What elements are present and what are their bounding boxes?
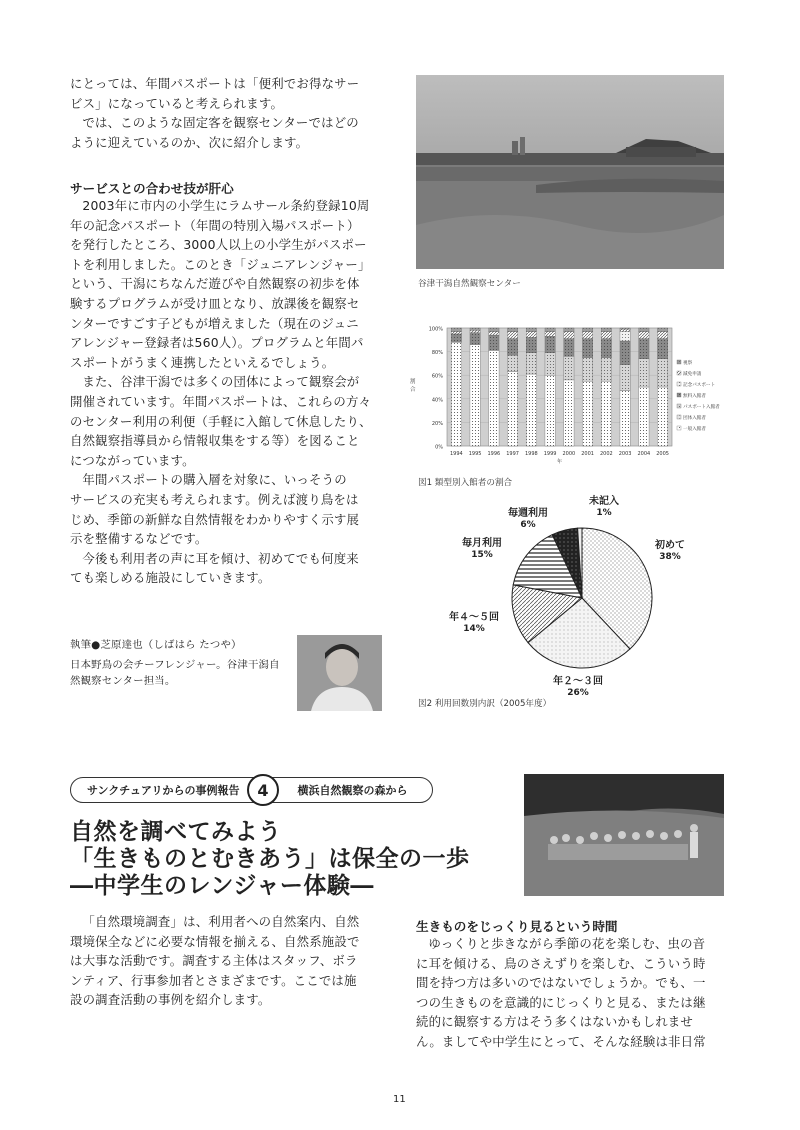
bar-segment bbox=[470, 328, 480, 330]
legend-label: 団体入館者 bbox=[683, 416, 706, 421]
legend-swatch bbox=[677, 382, 681, 386]
tidal-flat-photo bbox=[416, 75, 724, 269]
pie-percent: 15% bbox=[471, 550, 493, 560]
bar-segment bbox=[507, 372, 517, 446]
body-line: 今後も利用者の声に耳を傾け、初めてでも何度来 bbox=[82, 550, 359, 566]
x-tick-label: 1999 bbox=[543, 451, 557, 457]
bar-segment bbox=[526, 353, 536, 374]
bar-segment bbox=[620, 329, 630, 331]
bar-segment bbox=[489, 335, 499, 350]
intro-line: にとっては、年間パスポートは「便利でお得なサー bbox=[70, 76, 360, 91]
body-line: 示を整備するなどです。 bbox=[70, 531, 208, 547]
report-right-line: に耳を傾ける、鳥のさえずりを楽しむ、こういう時 bbox=[416, 955, 706, 971]
bar-segment bbox=[582, 328, 592, 332]
bar-segment bbox=[639, 328, 649, 332]
pie-percent: 26% bbox=[567, 688, 589, 698]
bar-segment bbox=[470, 330, 480, 332]
body-line: ンターですごす子どもが増えました（現在のジュニ bbox=[70, 315, 359, 331]
y-tick-label: 60% bbox=[431, 373, 443, 380]
author-photo-art bbox=[297, 635, 382, 711]
report-right-line: 間を持つ方は多いのではないでしょうか。でも、一 bbox=[416, 975, 706, 991]
section-heading: サービスとの合わせ技が肝心 bbox=[70, 181, 234, 196]
legend-label: 記念パスポート bbox=[683, 383, 716, 388]
legend-label: 視察 bbox=[683, 361, 693, 366]
bar-segment bbox=[489, 332, 499, 336]
body-line: 自然観察指導員から情報収集をする等）を図ること bbox=[70, 433, 360, 449]
fig1-chart bbox=[402, 318, 727, 468]
bar-segment bbox=[657, 359, 667, 387]
pie-percent: 14% bbox=[463, 624, 485, 634]
pie-label: 毎月利用 bbox=[462, 538, 502, 549]
body-line: 開催されています。年間パスポートは、これらの方々 bbox=[70, 393, 372, 409]
report-title-line: 「生きものとむきあう」は保全の一歩 bbox=[70, 845, 470, 872]
bar-segment bbox=[451, 328, 461, 332]
bar-segment bbox=[639, 387, 649, 446]
bar-segment bbox=[657, 328, 667, 332]
report-right-paragraph bbox=[416, 934, 731, 1052]
body-line: ても楽しめる施設にしていきます。 bbox=[70, 570, 271, 586]
y-axis-label: 合 bbox=[410, 387, 416, 393]
bar-segment bbox=[564, 380, 574, 446]
page-number: 11 bbox=[393, 1094, 406, 1105]
bar-segment bbox=[507, 332, 517, 339]
y-tick-label: 0% bbox=[435, 444, 443, 451]
bar-segment bbox=[507, 339, 517, 356]
report-right-line: つの生きものを意識的にじっくりと見る、または継 bbox=[416, 994, 706, 1010]
bar-segment bbox=[526, 332, 536, 338]
report-left-line: 「自然環境調査」は、利用者への自然案内、自然 bbox=[82, 914, 360, 929]
body-paragraphs bbox=[70, 196, 385, 588]
bar-segment bbox=[657, 339, 667, 359]
fig2-svg bbox=[430, 492, 720, 698]
report-right-line: 続的に観察する方はそう多くはないかもしれませ bbox=[416, 1014, 693, 1030]
report-title bbox=[70, 818, 490, 899]
legend-swatch bbox=[677, 371, 681, 375]
bar-segment bbox=[564, 332, 574, 339]
ranger-group-photo bbox=[524, 774, 724, 896]
bar-segment bbox=[601, 332, 611, 339]
y-tick-label: 100% bbox=[428, 326, 443, 333]
x-axis-label: 年 bbox=[556, 459, 563, 465]
intro-line: ように迎えているのか、次に紹介します。 bbox=[70, 134, 309, 150]
body-line: 年の記念パスポート（年間の特別入場パスポート） bbox=[70, 217, 360, 233]
bar-segment bbox=[507, 355, 517, 372]
author-name: 執筆●芝原達也（しばはら たつや） bbox=[70, 639, 242, 651]
x-tick-label: 1994 bbox=[450, 451, 463, 457]
body-line: サービスの充実も考えられます。例えば渡り鳥をは bbox=[70, 491, 359, 507]
bar-segment bbox=[620, 365, 630, 391]
bar-segment bbox=[601, 339, 611, 358]
author-desc: 日本野鳥の会チーフレンジャー。谷津干潟自 bbox=[70, 659, 280, 671]
body-line: トを利用しました。このとき「ジュニアレンジャー」 bbox=[70, 256, 371, 272]
intro-line: では、このような固定客を観察センターではどの bbox=[82, 115, 359, 131]
pie-percent: 6% bbox=[520, 520, 536, 530]
x-tick-label: 1996 bbox=[487, 451, 501, 457]
bar-segment bbox=[545, 336, 555, 353]
y-tick-label: 20% bbox=[431, 420, 443, 427]
author-photo bbox=[297, 635, 382, 711]
bar-segment bbox=[564, 339, 574, 357]
fig1-caption: 図1 類型別入館者の割合 bbox=[418, 478, 513, 488]
body-line: という、干潟にちなんだ遊びや自然観察の初歩を体 bbox=[70, 276, 360, 292]
bar-segment bbox=[639, 332, 649, 339]
tidal-flat-photo-art bbox=[416, 75, 724, 269]
x-tick-label: 2000 bbox=[562, 451, 576, 457]
bar-segment bbox=[564, 328, 574, 332]
author-desc: 然観察センター担当。 bbox=[70, 675, 176, 687]
pie-label: 毎週利用 bbox=[508, 508, 548, 519]
report-right-line: ん。ましてや中学生にとって、そんな経験は非日常 bbox=[416, 1033, 706, 1049]
bar-segment bbox=[620, 341, 630, 365]
bar-segment bbox=[470, 333, 480, 345]
author-info bbox=[70, 637, 290, 689]
bar-segment bbox=[489, 328, 499, 332]
report-left-paragraph bbox=[70, 912, 385, 1010]
bar-segment bbox=[601, 358, 611, 382]
bar-segment bbox=[451, 334, 461, 342]
x-tick-label: 2005 bbox=[656, 451, 669, 457]
bar-segment bbox=[526, 337, 536, 352]
bar-segment bbox=[582, 339, 592, 358]
bar-segment bbox=[470, 345, 480, 446]
body-line: のセンター利用の利便（手軽に入館して休息したり、 bbox=[70, 413, 372, 429]
bar-segment bbox=[582, 381, 592, 446]
bar-segment bbox=[620, 328, 630, 329]
report-left-line: ンティア、行事参加者とさまざまです。ここでは施 bbox=[70, 972, 357, 988]
bar-segment bbox=[545, 375, 555, 446]
pie-percent: 1% bbox=[596, 508, 612, 518]
bar-segment bbox=[507, 328, 517, 332]
bar-segment bbox=[545, 328, 555, 332]
body-line: また、谷津干潟では多くの団体によって観察会が bbox=[82, 374, 360, 390]
body-line: 験するプログラムが受け皿となり、放課後を観察セ bbox=[70, 295, 360, 311]
body-line: 2003年に市内の小学生にラムサール条約登録10周 bbox=[82, 198, 370, 213]
legend-label: 一般入館者 bbox=[683, 427, 706, 432]
legend-swatch bbox=[677, 404, 681, 408]
pie-label: 未記入 bbox=[589, 496, 619, 507]
fig1-svg bbox=[402, 318, 727, 468]
y-tick-label: 40% bbox=[431, 397, 443, 404]
bar-segment bbox=[639, 359, 649, 387]
report-left-line: 設の調査活動の事例を紹介します。 bbox=[70, 992, 271, 1008]
bar-segment bbox=[601, 328, 611, 332]
fig2-caption: 図2 利用回数別内訳（2005年度） bbox=[418, 699, 552, 709]
bar-segment bbox=[526, 374, 536, 446]
body-line: を発行したところ、3000人以上の小学生がパスポー bbox=[70, 237, 367, 253]
fig2-chart bbox=[430, 492, 720, 698]
bar-segment bbox=[601, 381, 611, 446]
plot-area bbox=[447, 328, 672, 446]
bar-segment bbox=[582, 358, 592, 382]
bar-segment bbox=[564, 356, 574, 380]
photo1-caption: 谷津干潟自然観察センター bbox=[418, 279, 521, 289]
body-line: じめ、季節の新鮮な自然情報をわかりやすく示す展 bbox=[70, 511, 360, 527]
pie-label: 初めて bbox=[655, 540, 685, 551]
report-header bbox=[70, 772, 530, 806]
report-number: 4 bbox=[257, 780, 269, 800]
bar-segment bbox=[545, 332, 555, 337]
body-line: につながっています。 bbox=[70, 452, 195, 468]
legend-swatch bbox=[677, 393, 681, 397]
report-subtitle: ―中学生のレンジャー体験― bbox=[70, 872, 374, 899]
bar-segment bbox=[657, 332, 667, 339]
x-tick-label: 1998 bbox=[525, 451, 538, 457]
report-left-line: は大事な活動です。調査する主体はスタッフ、ボラ bbox=[70, 953, 358, 969]
report-location-label: 横浜自然観察の森から bbox=[297, 784, 408, 797]
y-axis-label: 割 bbox=[410, 379, 416, 385]
legend-label: パスポート入館者 bbox=[683, 405, 720, 410]
report-right-line: ゆっくりと歩きながら季節の花を楽しむ、虫の音 bbox=[428, 936, 706, 951]
bar-segment bbox=[526, 328, 536, 332]
pie-label: 年２〜３回 bbox=[553, 676, 603, 687]
legend-swatch bbox=[677, 360, 681, 364]
intro-line: ビス」になっていると考えられます。 bbox=[70, 95, 284, 111]
bar-segment bbox=[582, 332, 592, 339]
x-tick-label: 2001 bbox=[581, 451, 594, 457]
x-tick-label: 2003 bbox=[618, 451, 632, 457]
legend-swatch bbox=[677, 415, 681, 419]
report-right-heading: 生きものをじっくり見るという時間 bbox=[416, 919, 618, 934]
pie-percent: 38% bbox=[659, 552, 681, 562]
bar-segment bbox=[489, 350, 499, 446]
x-tick-label: 1997 bbox=[506, 451, 519, 457]
bar-segment bbox=[639, 339, 649, 359]
body-line: アレンジャー登録者は560人）。プログラムと年間パ bbox=[70, 335, 364, 351]
legend-label: 無料入館者 bbox=[683, 394, 706, 399]
report-series-label: サンクチュアリからの事例報告 bbox=[87, 784, 240, 797]
intro-paragraph bbox=[70, 74, 382, 152]
x-tick-label: 2004 bbox=[637, 451, 651, 457]
pie-label: 年４〜５回 bbox=[449, 612, 499, 623]
report-title-line: 自然を調べてみよう bbox=[70, 818, 282, 845]
bar-segment bbox=[545, 353, 555, 375]
x-tick-label: 2002 bbox=[600, 451, 613, 457]
report-left-line: 環境保全などに必要な情報を揃える、自然系施設で bbox=[70, 933, 360, 949]
legend-label: 減免申請 bbox=[683, 372, 702, 377]
ranger-group-photo-art bbox=[524, 774, 724, 896]
x-tick-label: 1995 bbox=[468, 451, 482, 457]
y-tick-label: 80% bbox=[431, 350, 443, 357]
bar-segment bbox=[451, 332, 461, 334]
bar-segment bbox=[620, 332, 630, 341]
report-number-badge bbox=[247, 774, 279, 806]
bar-segment bbox=[451, 342, 461, 446]
bar-segment bbox=[620, 391, 630, 446]
body-line: 年間パスポートの購入層を対象に、いっそうの bbox=[82, 472, 347, 488]
bar-segment bbox=[657, 387, 667, 446]
legend-swatch bbox=[677, 426, 681, 430]
body-line: スポートがうまく連携したといえるでしょう。 bbox=[70, 354, 335, 370]
